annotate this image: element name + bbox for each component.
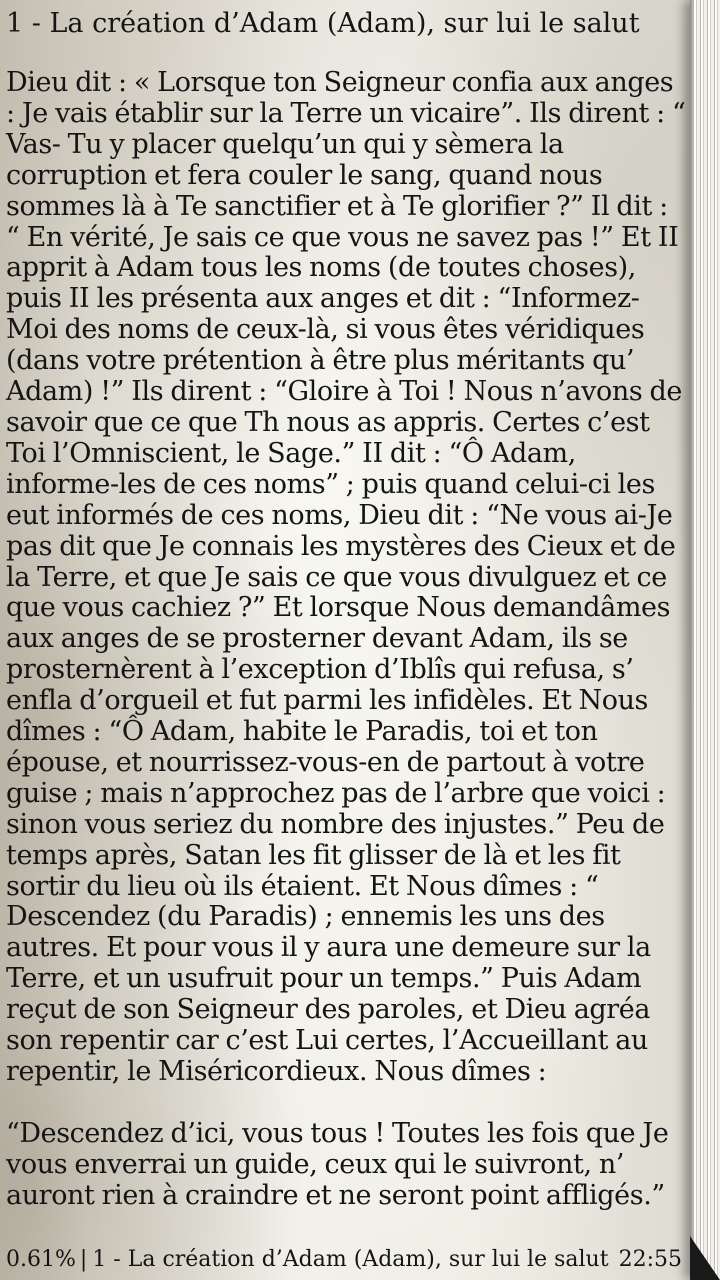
status-chapter-title: 1 - La création d’Adam (Adam), sur lui le salut xyxy=(92,1247,609,1272)
book-page-edge[interactable] xyxy=(690,0,720,1280)
page-curl-corner[interactable] xyxy=(690,1236,720,1280)
chapter-text xyxy=(6,68,686,1242)
progress-percent: 0.61% xyxy=(6,1247,76,1272)
status-separator: | xyxy=(79,1247,88,1272)
clock-time: 22:55 xyxy=(618,1247,682,1272)
paragraph: “Descendez d’ici, vous tous ! Toutes les fois que Je vous enverrai un guide, ceux qui le suivront, n’ auront rien à craindre et ne seront point affligés.” xyxy=(6,1117,669,1211)
chapter-heading: 1 - La création d’Adam (Adam), sur lui le salut xyxy=(6,8,640,39)
status-bar xyxy=(6,1245,682,1275)
paragraph: Dieu dit : « Lorsque ton Seigneur confia aux anges : Je vais établir sur la Terre un vicaire”. Ils dirent : “ Vas- Tu y placer quelqu’un qui y sèmera la corruption et fera couler le sang, quand nous sommes là à Te sanctifier et à Te glorifier ?” Il dit : “ En vérité, Je sais ce que vous ne savez pas !” Et II apprit à Adam tous les noms (de toutes choses), puis II les présenta aux anges et dit : “Informez-Moi des noms de ceux-là, si vous êtes véridiques (dans votre prétention à être plus méritants qu’ Adam) !” Ils dirent : “Gloire à Toi ! Nous n’avons de savoir que ce que Th nous as appris. Certes c’est Toi l’Omniscient, le Sage.” II dit : “Ô Adam, informe-les de ces noms” ; puis quand celui-ci les eut informés de ces noms, Dieu dit : “Ne vous ai-Je pas dit que Je connais les mystères des Cieux et de la Terre, et que Je sais ce que vous divulguez et ce que vous cachiez ?” Et lorsque Nous demandâmes aux anges de se prosterner devant Adam, ils se prosternèrent à l’exception d’Iblîs qui refusa, s’ enfla d’orgueil et fut parmi les infidèles. Et Nous dîmes : “Ô Adam, habite le Paradis, toi et ton épouse, et nourrissez-vous-en de partout à votre guise ; mais n’approchez pas de l’arbre que voici : sinon vous seriez du nombre des injustes.” Peu de temps après, Satan les fit glisser de là et les fit sortir du lieu où ils étaient. Et Nous dîmes : “ Descendez (du Paradis) ; ennemis les uns des autres. Et pour vous il y aura une demeure sur la Terre, et un usufruit pour un temps.” Puis Adam reçut de son Seigneur des paroles, et Dieu agréa son repentir car c’est Lui certes, l’Accueillant au repentir, le Miséricordieux. Nous dîmes : xyxy=(6,67,686,1087)
